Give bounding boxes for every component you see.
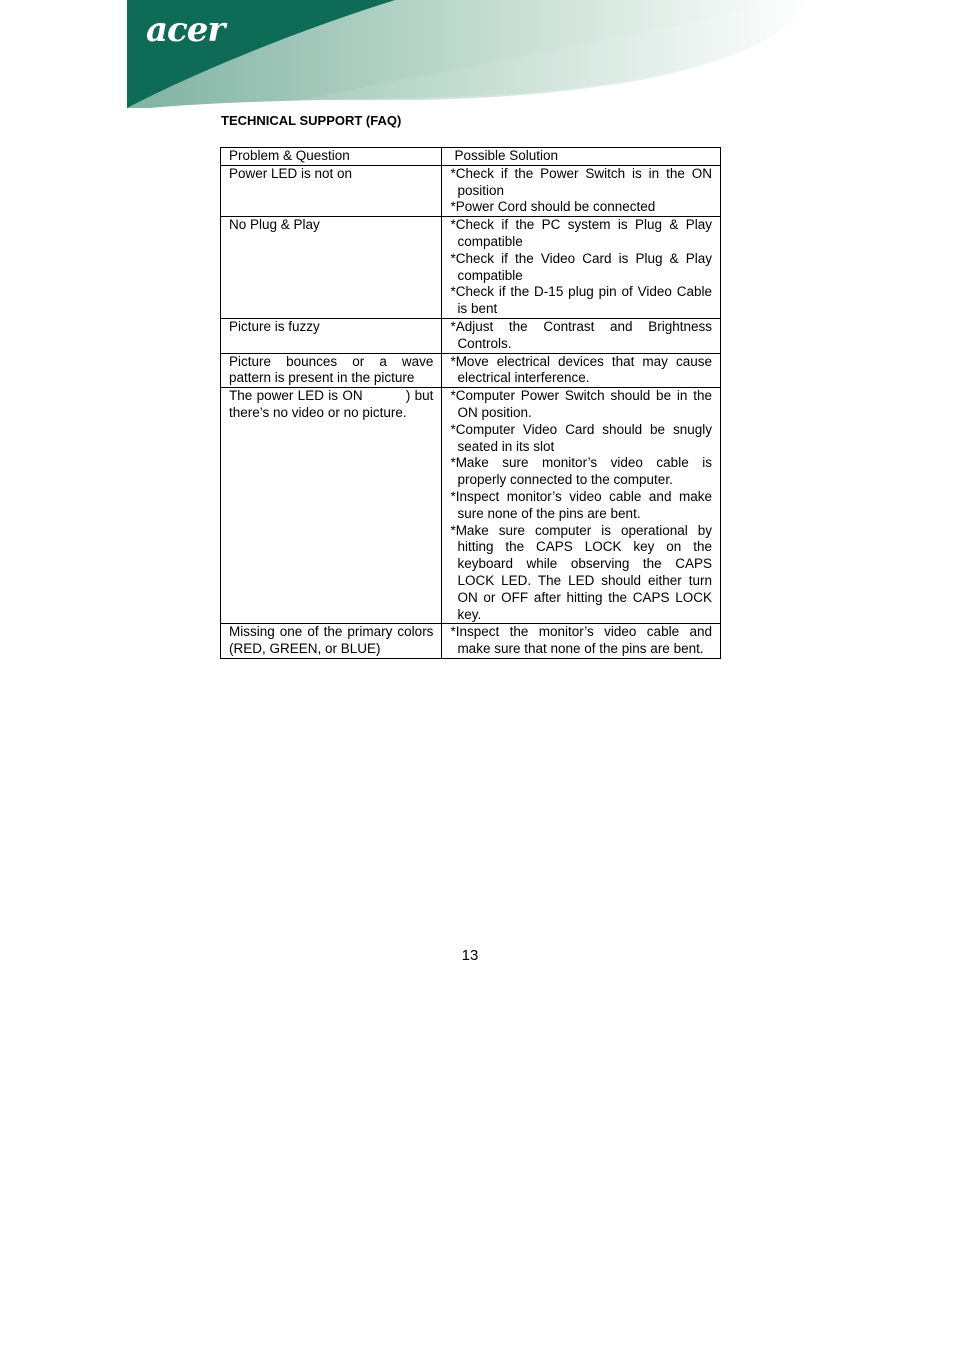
problem-cell: Missing one of the primary colors (RED, GREEN, or BLUE) [221, 624, 442, 659]
solution-cell [442, 217, 721, 319]
faq-table [220, 147, 721, 659]
problem-cell: The power LED is ON ) but there’s no video or no picture. [221, 388, 442, 624]
table-row [221, 217, 721, 319]
table-header-row [221, 148, 721, 166]
solution-item: *Inspect monitor’s video cable and make sure none of the pins are bent. [450, 488, 712, 521]
table-row [221, 624, 721, 659]
problem-cell: Power LED is not on [221, 165, 442, 216]
solution-item: *Make sure monitor’s video cable is properly connected to the computer. [450, 455, 712, 488]
header-problem: Problem & Question [221, 148, 442, 166]
solution-cell [442, 318, 721, 353]
table-row [221, 388, 721, 624]
solution-cell [442, 165, 721, 216]
solution-item: *Check if the PC system is Plug & Play compatible [450, 217, 712, 249]
section-title: TECHNICAL SUPPORT (FAQ) [221, 113, 402, 128]
solution-item: *Adjust the Contrast and Brightness Controls. [450, 318, 712, 351]
solution-cell [442, 353, 721, 388]
solution-cell [442, 624, 721, 659]
solution-item: *Check if the Power Switch is in the ON position [450, 165, 712, 198]
solution-item: *Move electrical devices that may cause electrical interference. [450, 353, 712, 386]
page-header [0, 0, 954, 110]
header-swoosh-graphic [0, 0, 954, 110]
solution-item: *Make sure computer is operational by hitting the CAPS LOCK key on the keyboard while observing the CAPS LOCK LED. The LED should either turn ON or OFF after hitting the CAPS LOCK key. [450, 522, 712, 622]
table-row [221, 165, 721, 216]
solution-item: *Inspect the monitor’s video cable and make sure that none of the pins are bent. [450, 624, 712, 657]
page-number: 13 [461, 947, 479, 964]
table-row [221, 353, 721, 388]
problem-cell: Picture is fuzzy [221, 318, 442, 353]
solution-cell [442, 388, 721, 624]
solution-item: *Computer Power Switch should be in the ON position. [450, 388, 712, 420]
header-solution: Possible Solution [442, 148, 721, 166]
solution-item: *Power Cord should be connected [450, 199, 656, 215]
problem-cell: Picture bounces or a wave pattern is present in the picture [221, 353, 442, 388]
solution-item: *Check if the D-15 plug pin of Video Cable is bent [450, 284, 712, 317]
solution-item: *Computer Video Card should be snugly seated in its slot [450, 421, 712, 454]
table-row [221, 318, 721, 353]
acer-logo: acer [146, 10, 225, 50]
solution-item: *Check if the Video Card is Plug & Play compatible [450, 250, 712, 283]
problem-cell: No Plug & Play [221, 217, 442, 319]
